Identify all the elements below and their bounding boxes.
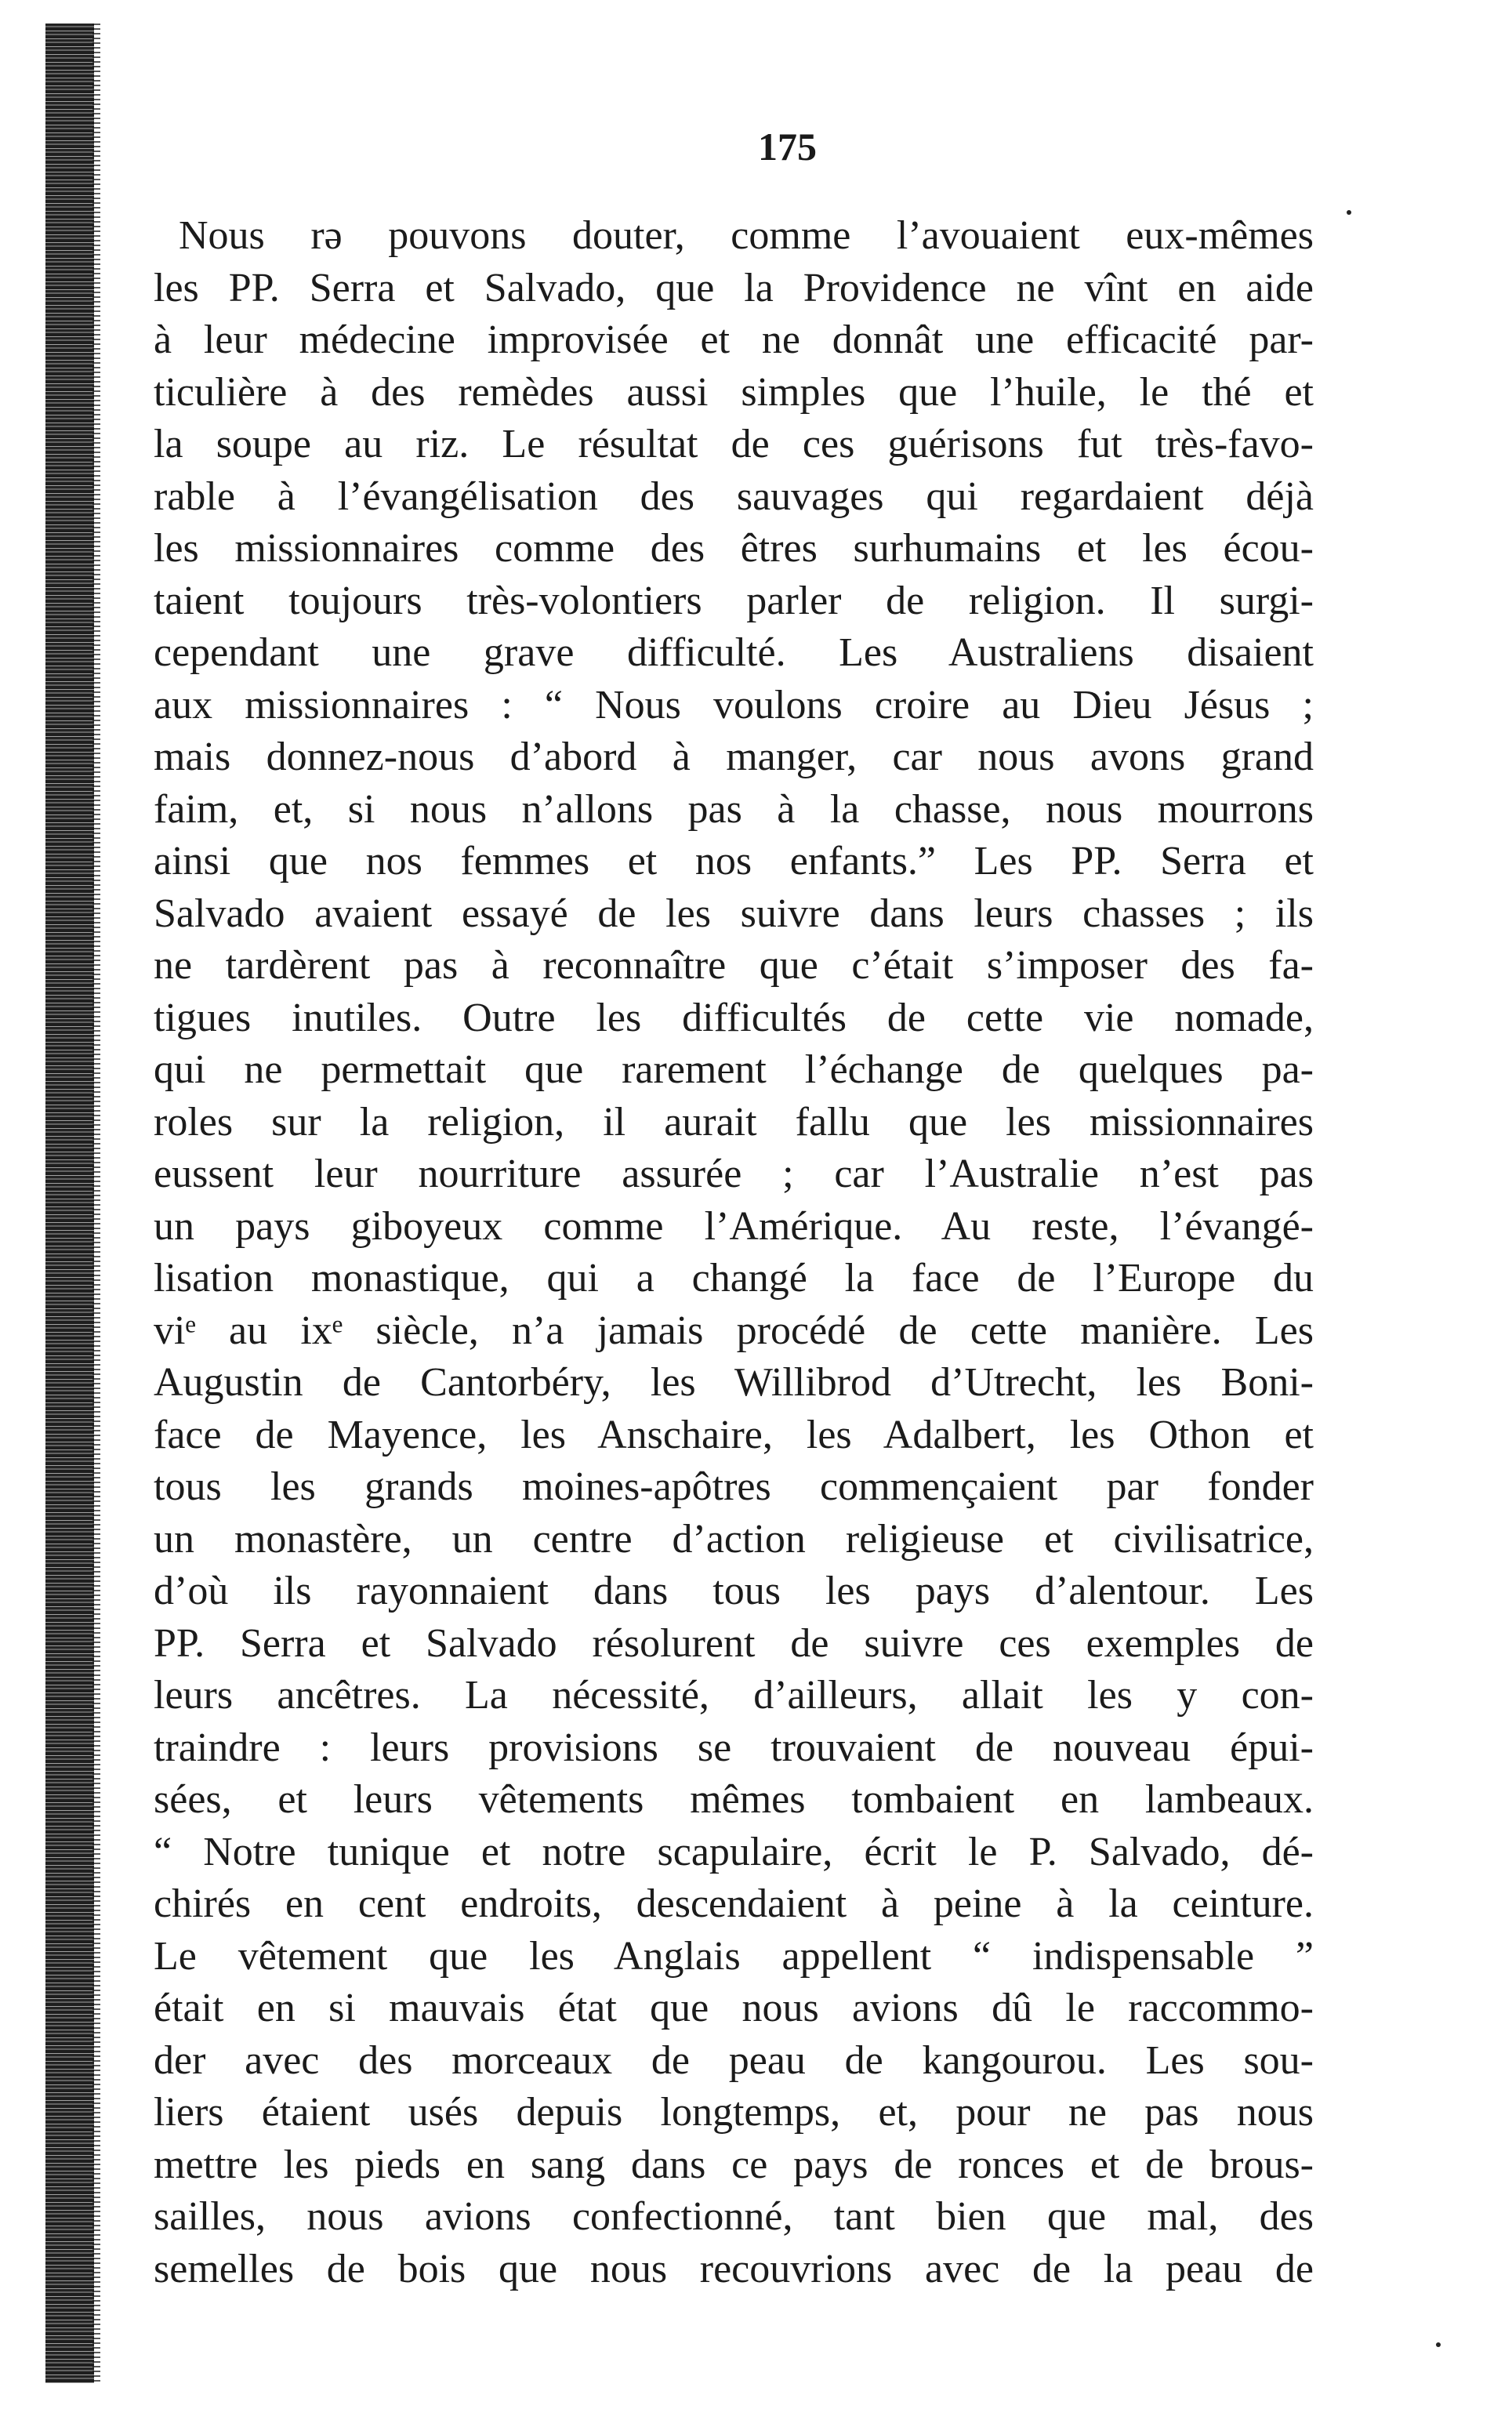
text-line: tigues inutiles. Outre les difficultés de cette vie nomade, [154,995,1314,1040]
text-line: ainsi que nos femmes et nos enfants.” Les PP. Serra et [154,839,1314,883]
book-spine-edge [45,24,94,2383]
text-line: “ Notre tunique et notre scapulaire, écrit le P. Salvado, dé- [154,1829,1314,1874]
text-line: Salvado avaient essayé de les suivre dans leurs chasses ; ils [154,891,1314,936]
text-line: semelles de bois que nous recouvrions avec de la peau de [154,2246,1314,2291]
text-line: ne tardèrent pas à reconnaître que c’était s’imposer des fa- [154,943,1314,988]
text-line: qui ne permettait que rarement l’échange de quelques pa- [154,1047,1314,1092]
text-line: der avec des morceaux de peau de kangourou. Les sou- [154,2037,1314,2083]
text-line: un monastère, un centre d’action religieuse et civilisatrice, [154,1516,1314,1562]
text-line: sées, et leurs vêtements mêmes tombaient en lambeaux. [154,1777,1314,1822]
text-line: la soupe au riz. Le résultat de ces guérisons fut très-favo- [154,422,1314,466]
text-line: faim, et, si nous n’allons pas à la chasse, nous mourrons [154,786,1314,832]
body-text [154,210,1314,2295]
text-line: eussent leur nourriture assurée ; car l’Australie n’est pas [154,1152,1314,1196]
text-line: ticulière à des remèdes aussi simples que l’huile, le thé et [154,369,1314,415]
text-line: PP. Serra et Salvado résolurent de suivre ces exemples de [154,1620,1314,1666]
scan-speck [1347,210,1351,215]
text-line: sailles, nous avions confectionné, tant bien que mal, des [154,2194,1314,2239]
text-line: les PP. Serra et Salvado, que la Providence ne vînt en aide [154,265,1314,310]
text-line: cependant une grave difficulté. Les Australiens disaient [154,630,1314,675]
text-line: face de Mayence, les Anschaire, les Adalbert, les Othon et [154,1412,1314,1457]
text-line: mais donnez-nous d’abord à manger, car nous avons grand [154,735,1314,779]
text-line: un pays giboyeux comme l’Amérique. Au reste, l’évangé- [154,1203,1314,1249]
text-line: mettre les pieds en sang dans ce pays de ronces et de brous- [154,2142,1314,2187]
text-line: leurs ancêtres. La nécessité, d’ailleurs, allait les y con- [154,1673,1314,1718]
text-line: aux missionnaires : “ Nous voulons croire au Dieu Jésus ; [154,682,1314,727]
text-line: Augustin de Cantorbéry, les Willibrod d’Utrecht, les Boni- [154,1360,1314,1405]
text-line: Nous rə pouvons douter, comme l’avouaient eux-mêmes [179,213,1314,258]
text-line: tous les grands moines-apôtres commençaient par fonder [154,1464,1314,1509]
text-line: lisation monastique, qui a changé la face de l’Europe du [154,1256,1314,1301]
text-line: traindre : leurs provisions se trouvaient de nouveau épui- [154,1725,1314,1770]
text-line: viᵉ au ixᵉ siècle, n’a jamais procédé de cette manière. Les [154,1308,1314,1353]
scan-speck [1436,2342,1441,2347]
text-line: rable à l’évangélisation des sauvages qui regardaient déjà [154,473,1314,519]
text-line: à leur médecine improvisée et ne donnât une efficacité par- [154,317,1314,362]
text-line: chirés en cent endroits, descendaient à peine à la ceinture. [154,1881,1314,1926]
text-line: était en si mauvais état que nous avions dû le raccommo- [154,1986,1314,2030]
text-line: d’où ils rayonnaient dans tous les pays d’alentour. Les [154,1569,1314,1613]
text-line: liers étaient usés depuis longtemps, et, pour ne pas nous [154,2090,1314,2135]
text-line: les missionnaires comme des êtres surhumains et les écou- [154,526,1314,571]
page-number: 175 [758,125,817,169]
text-line: Le vêtement que les Anglais appellent “ indispensable ” [154,1933,1314,1979]
text-line: taient toujours très-volontiers parler de religion. Il surgi- [154,578,1314,623]
text-line: roles sur la religion, il aurait fallu que les missionnaires [154,1099,1314,1145]
